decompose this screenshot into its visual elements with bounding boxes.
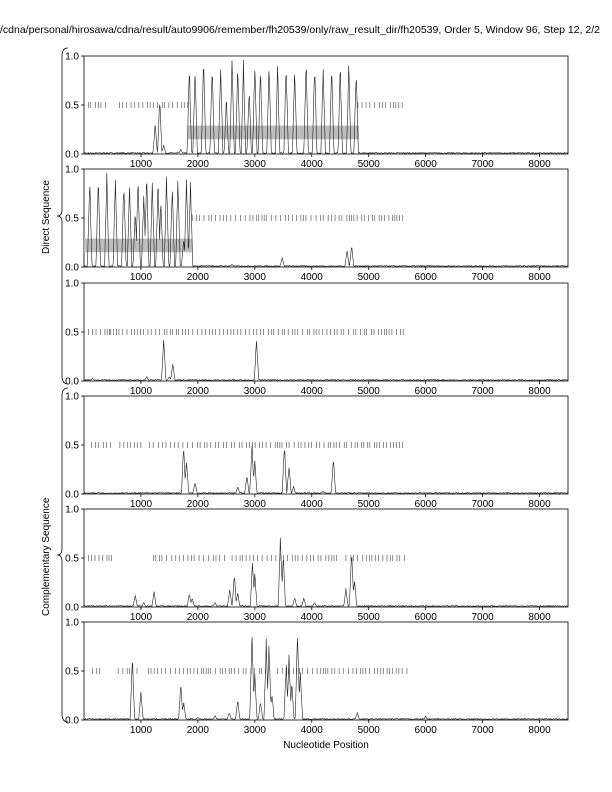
panel-1-xtick-label: 5000 — [357, 159, 380, 170]
panel-4-xtick-label: 3000 — [243, 499, 266, 510]
panel-6-series-line — [84, 637, 568, 719]
panel-2-series-line — [84, 173, 568, 267]
panel-2-xtick-label: 5000 — [357, 272, 380, 283]
panel-1-xtick-label: 7000 — [471, 159, 494, 170]
chart-title: /cdna/personal/hirosawa/cdna/result/auto9906/remember/fh20539/only/raw_result_dir/fh20539, Order 5, Window 96, Step 12, 2/2 — [0, 24, 601, 36]
panel-2-xtick-label: 8000 — [528, 272, 551, 283]
panel-4-ytick-label: 0.0 — [65, 489, 79, 501]
panel-2-xtick-label: 1000 — [129, 272, 153, 283]
panel-1-xtick-label: 8000 — [528, 159, 551, 170]
panel-4-xtick-label: 1000 — [129, 499, 153, 510]
panel-2-xtick-label: 6000 — [414, 272, 437, 283]
panel-6-xtick-label: 8000 — [528, 725, 551, 736]
panel-6-xtick-label: 5000 — [357, 725, 380, 736]
panel-5-series-line — [84, 538, 568, 607]
panel-1-xtick-label: 6000 — [414, 159, 437, 170]
panel-3-ytick-label: 0.0 — [65, 376, 79, 388]
panel-5-xtick-label: 2000 — [186, 612, 210, 623]
complementary-sequence-label: Complementary Sequence — [41, 497, 52, 616]
panel-4-xtick-label: 5000 — [357, 499, 380, 510]
panel-5-ytick-label: 1.0 — [65, 504, 79, 516]
panel-3-xtick-label: 2000 — [186, 386, 210, 397]
panel-4-xtick-label: 4000 — [300, 499, 323, 510]
panel-3-xtick-label: 7000 — [471, 386, 494, 397]
panel-6-ytick-label: 1.0 — [65, 617, 79, 629]
panel-2-ytick-label: 0.5 — [65, 213, 79, 225]
panel-5-xtick-label: 3000 — [243, 612, 266, 623]
direct-sequence-label: Direct Sequence — [41, 180, 52, 254]
panel-3-frame — [84, 283, 568, 381]
panel-2-xtick-label: 7000 — [471, 272, 494, 283]
panel-1-xtick-label: 3000 — [243, 159, 266, 170]
panel-2-xtick-label: 4000 — [300, 272, 323, 283]
panel-3-xtick-label: 1000 — [129, 386, 153, 397]
panel-6-xtick-label: 6000 — [414, 725, 437, 736]
panel-1-xtick-label: 4000 — [300, 159, 323, 170]
panel-4-xtick-label: 8000 — [528, 499, 551, 510]
panel-5-ytick-label: 0.5 — [65, 553, 79, 565]
panel-1-xtick-label: 2000 — [186, 159, 210, 170]
panel-2-ytick-label: 1.0 — [65, 164, 79, 176]
panel-3-ytick-label: 1.0 — [65, 278, 79, 290]
panel-4-xtick-label: 2000 — [186, 499, 210, 510]
panel-5-xtick-label: 8000 — [528, 612, 551, 623]
panel-5-xtick-label: 6000 — [414, 612, 437, 623]
x-axis-label: Nucleotide Position — [283, 740, 369, 751]
panel-4-xtick-label: 6000 — [414, 499, 437, 510]
panel-1-ytick-label: 0.5 — [65, 100, 79, 112]
panel-5-xtick-label: 1000 — [129, 612, 153, 623]
panel-6-xtick-label: 2000 — [186, 725, 210, 736]
panel-3-xtick-label: 8000 — [528, 386, 551, 397]
panel-2-xtick-label: 2000 — [186, 272, 210, 283]
panel-4-ytick-label: 1.0 — [65, 391, 79, 403]
panel-5-xtick-label: 7000 — [471, 612, 494, 623]
panel-3-series-line — [84, 340, 568, 381]
panel-3-xtick-label: 3000 — [243, 386, 266, 397]
panel-4-series-line — [84, 445, 568, 493]
panel-3-xtick-label: 6000 — [414, 386, 437, 397]
panel-3-ytick-label: 0.5 — [65, 327, 79, 339]
panel-5-xtick-label: 4000 — [300, 612, 323, 623]
panel-2-xtick-label: 3000 — [243, 272, 266, 283]
panel-4-xtick-label: 7000 — [471, 499, 494, 510]
panel-6-ytick-label: 0.0 — [65, 715, 79, 727]
panel-6-xtick-label: 1000 — [129, 725, 153, 736]
panel-1-ytick-label: 1.0 — [65, 51, 79, 63]
panel-3-xtick-label: 4000 — [300, 386, 323, 397]
panel-6-xtick-label: 3000 — [243, 725, 266, 736]
panel-2-ytick-label: 0.0 — [65, 262, 79, 274]
panel-4-frame — [84, 396, 568, 494]
panel-6-xtick-label: 4000 — [300, 725, 323, 736]
panel-6-ytick-label: 0.5 — [65, 666, 79, 678]
panel-5-xtick-label: 5000 — [357, 612, 380, 623]
panel-3-xtick-label: 5000 — [357, 386, 380, 397]
panel-6-xtick-label: 7000 — [471, 725, 494, 736]
panel-5-ytick-label: 0.0 — [65, 602, 79, 614]
panel-1-ytick-label: 0.0 — [65, 149, 79, 161]
panel-4-ytick-label: 0.5 — [65, 440, 79, 452]
panel-1-xtick-label: 1000 — [129, 159, 153, 170]
panel-1-series-line — [84, 60, 568, 154]
